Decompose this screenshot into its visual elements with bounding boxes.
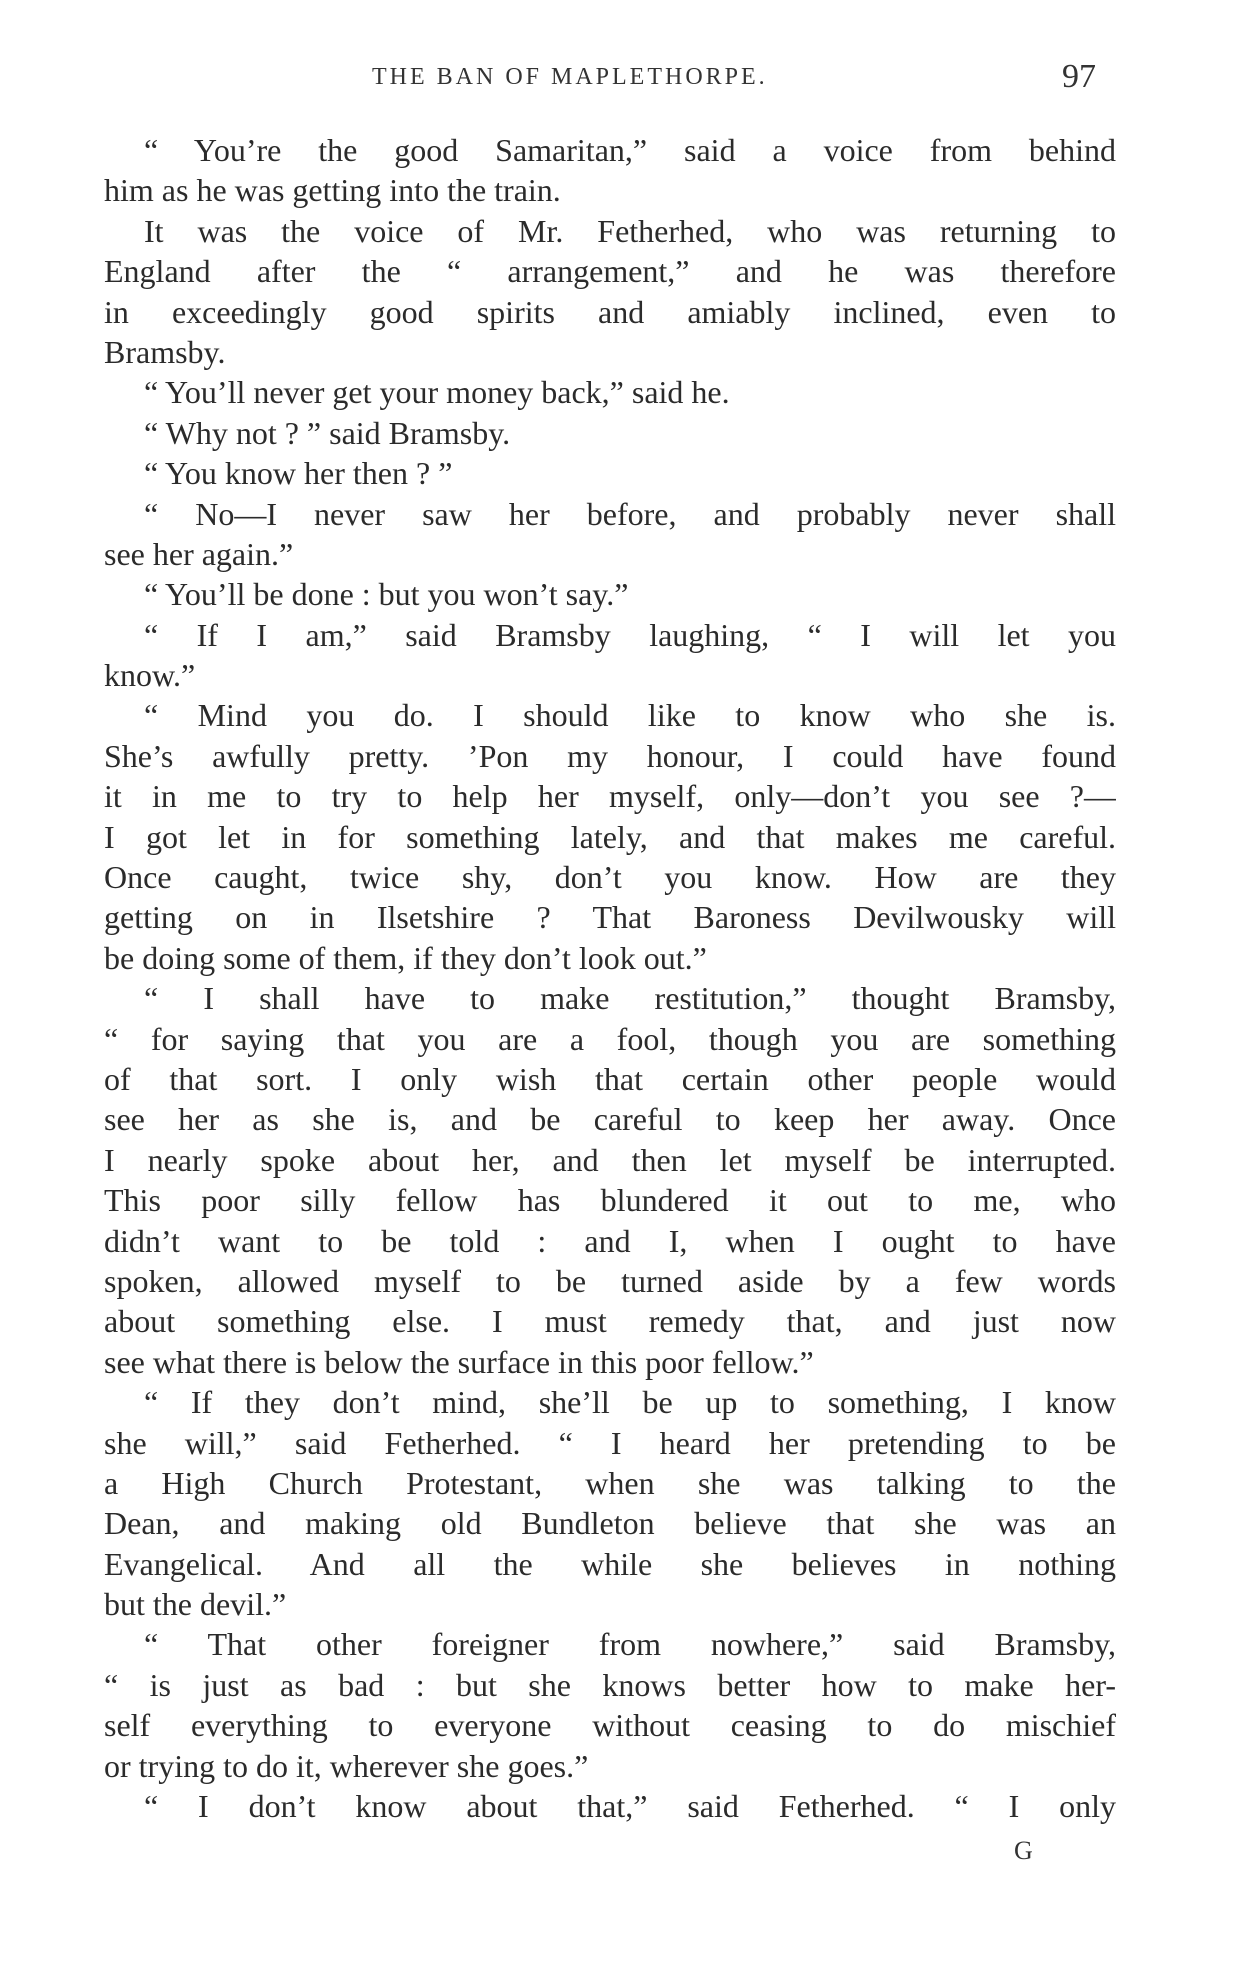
text-line: “ I don’t know about that,” said Fetherhed. “ I only <box>144 1788 1116 1825</box>
signature-mark: G <box>1014 1836 1033 1865</box>
text-line: know.” <box>104 657 196 694</box>
text-line: be doing some of them, if they don’t look out.” <box>104 939 707 976</box>
text-line: about something else. I must remedy that, and just now <box>104 1303 1116 1340</box>
text-line: him as he was getting into the train. <box>104 172 561 209</box>
text-line: “ You know her then ? ” <box>144 455 453 492</box>
text-line: see her again.” <box>104 535 294 572</box>
page-number: 97 <box>1062 58 1096 95</box>
text-line: “ That other foreigner from nowhere,” said Bramsby, <box>144 1626 1116 1663</box>
text-line: “ You’ll be done : but you won’t say.” <box>144 576 629 613</box>
text-line: Once caught, twice shy, don’t you know. How are they <box>104 859 1116 896</box>
text-line: in exceedingly good spirits and amiably inclined, even to <box>104 293 1116 330</box>
text-line: but the devil.” <box>104 1586 287 1623</box>
text-line: “ You’ll never get your money back,” said he. <box>144 374 730 411</box>
text-line: “ If I am,” said Bramsby laughing, “ I will let you <box>144 616 1116 653</box>
text-line: “ If they don’t mind, she’ll be up to something, I know <box>144 1384 1116 1421</box>
text-line: or trying to do it, wherever she goes.” <box>104 1747 589 1784</box>
text-line: she will,” said Fetherhed. “ I heard her pretending to be <box>104 1424 1116 1461</box>
text-line: She’s awfully pretty. ’Pon my honour, I could have found <box>104 737 1116 774</box>
text-line: England after the “ arrangement,” and he was therefore <box>104 253 1116 290</box>
text-line: didn’t want to be told : and I, when I ought to have <box>104 1222 1116 1259</box>
text-line: of that sort. I only wish that certain other people would <box>104 1060 1116 1097</box>
text-line: “ You’re the good Samaritan,” said a voice from behind <box>144 132 1116 168</box>
text-line: see what there is below the surface in this poor fellow.” <box>104 1343 814 1380</box>
text-line: it in me to try to help her myself, only—don’t you see ?— <box>104 778 1116 815</box>
text-line: spoken, allowed myself to be turned aside by a few words <box>104 1262 1116 1299</box>
text-line: “ is just as bad : but she knows better how to make her- <box>104 1666 1116 1703</box>
text-line: “ No—I never saw her before, and probably never shall <box>144 495 1116 532</box>
text-line: a High Church Protestant, when she was talking to the <box>104 1464 1116 1501</box>
text-line: This poor silly fellow has blundered it out to me, who <box>104 1182 1116 1219</box>
running-title: THE BAN OF MAPLETHORPE. <box>372 64 768 90</box>
body-text <box>104 130 1116 1826</box>
text-line: Evangelical. And all the while she believes in nothing <box>104 1545 1116 1582</box>
text-line: I nearly spoke about her, and then let myself be interrupted. <box>104 1141 1116 1178</box>
text-line: Bramsby. <box>104 333 226 370</box>
text-line: “ Mind you do. I should like to know who she is. <box>144 697 1116 734</box>
text-line: getting on in Ilsetshire ? That Baroness Devilwousky will <box>104 899 1116 936</box>
text-line: “ for saying that you are a fool, though you are something <box>104 1020 1116 1057</box>
text-line: It was the voice of Mr. Fetherhed, who was returning to <box>144 212 1116 249</box>
text-line: “ I shall have to make restitution,” thought Bramsby, <box>144 980 1116 1017</box>
text-line: see her as she is, and be careful to keep her away. Once <box>104 1101 1116 1138</box>
text-line: Dean, and making old Bundleton believe that she was an <box>104 1505 1116 1542</box>
text-line: I got let in for something lately, and that makes me careful. <box>104 818 1116 855</box>
text-line: self everything to everyone without ceasing to do mischief <box>104 1707 1116 1744</box>
text-line: “ Why not ? ” said Bramsby. <box>144 414 511 451</box>
running-head <box>0 58 1257 98</box>
